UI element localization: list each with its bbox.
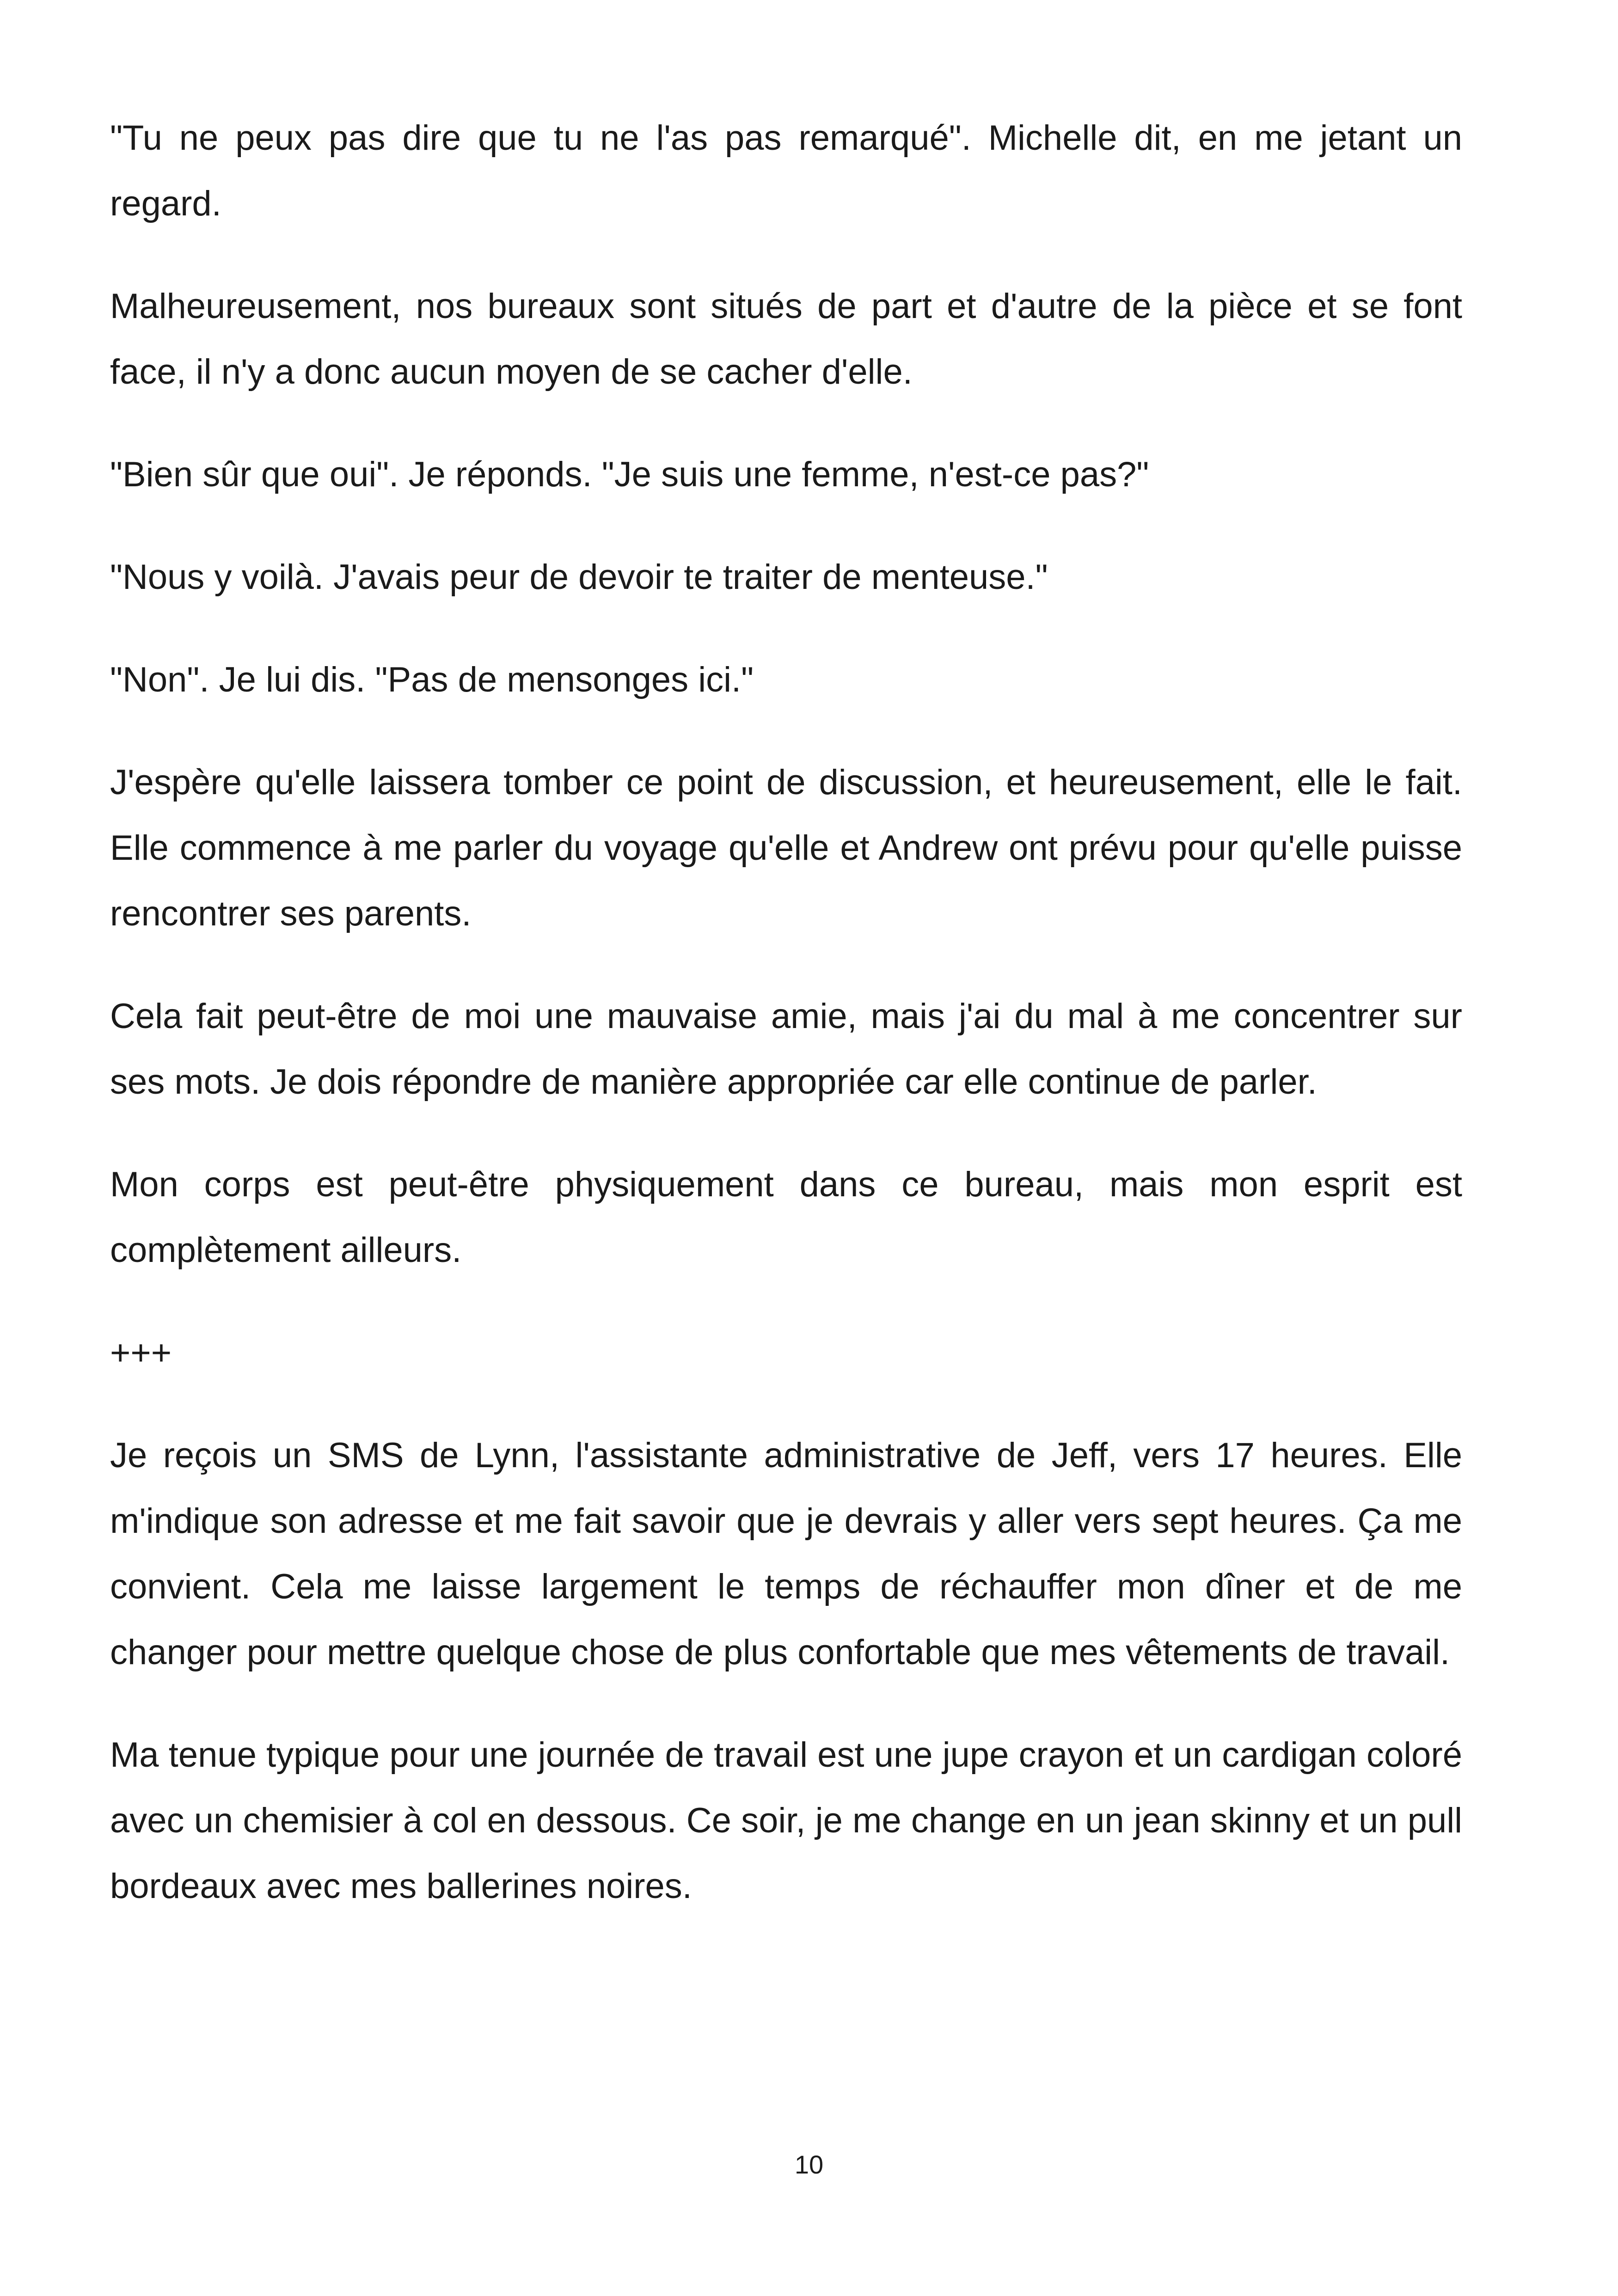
paragraph-7: Cela fait peut-être de moi une mauvaise amie, mais j'ai du mal à me concentrer sur ses mots. Je dois répondre de manière appropriée car elle continue de parler.: [110, 997, 1462, 1102]
paragraph-2: Malheureusement, nos bureaux sont situés de part et d'autre de la pièce et se font face, il n'y a donc aucun moyen de se cacher d'elle.: [110, 287, 1462, 392]
paragraph-5: "Non". Je lui dis. "Pas de mensonges ici.": [110, 660, 754, 699]
scene-break: +++: [110, 1333, 172, 1372]
paragraph-10: Ma tenue typique pour une journée de travail est une jupe crayon et un cardigan coloré avec un chemisier à col en dessous. Ce soir, je me change en un jean skinny et un pull bordeaux avec mes ballerines noires.: [110, 1735, 1462, 1906]
paragraph-8: Mon corps est peut-être physiquement dans ce bureau, mais mon esprit est complètement ailleurs.: [110, 1165, 1462, 1270]
text-body: [110, 105, 1462, 1956]
page-number: 10: [794, 2150, 824, 2179]
paragraph-4: "Nous y voilà. J'avais peur de devoir te traiter de menteuse.": [110, 557, 1048, 597]
paragraph-9: Je reçois un SMS de Lynn, l'assistante administrative de Jeff, vers 17 heures. Elle m'indique son adresse et me fait savoir que je devrais y aller vers sept heures. Ça me convient. Cela me laisse largement le temps de réchauffer mon dîner et de me changer pour mettre quelque chose de plus confortable que mes vêtements de travail.: [110, 1436, 1462, 1672]
paragraph-1: "Tu ne peux pas dire que tu ne l'as pas remarqué". Michelle dit, en me jetant un regard.: [110, 118, 1462, 223]
paragraph-3: "Bien sûr que oui". Je réponds. "Je suis une femme, n'est-ce pas?": [110, 455, 1149, 494]
paragraph-6: J'espère qu'elle laissera tomber ce point de discussion, et heureusement, elle le fait. Elle commence à me parler du voyage qu'elle et Andrew ont prévu pour qu'elle puisse rencontrer ses parents.: [110, 763, 1462, 933]
